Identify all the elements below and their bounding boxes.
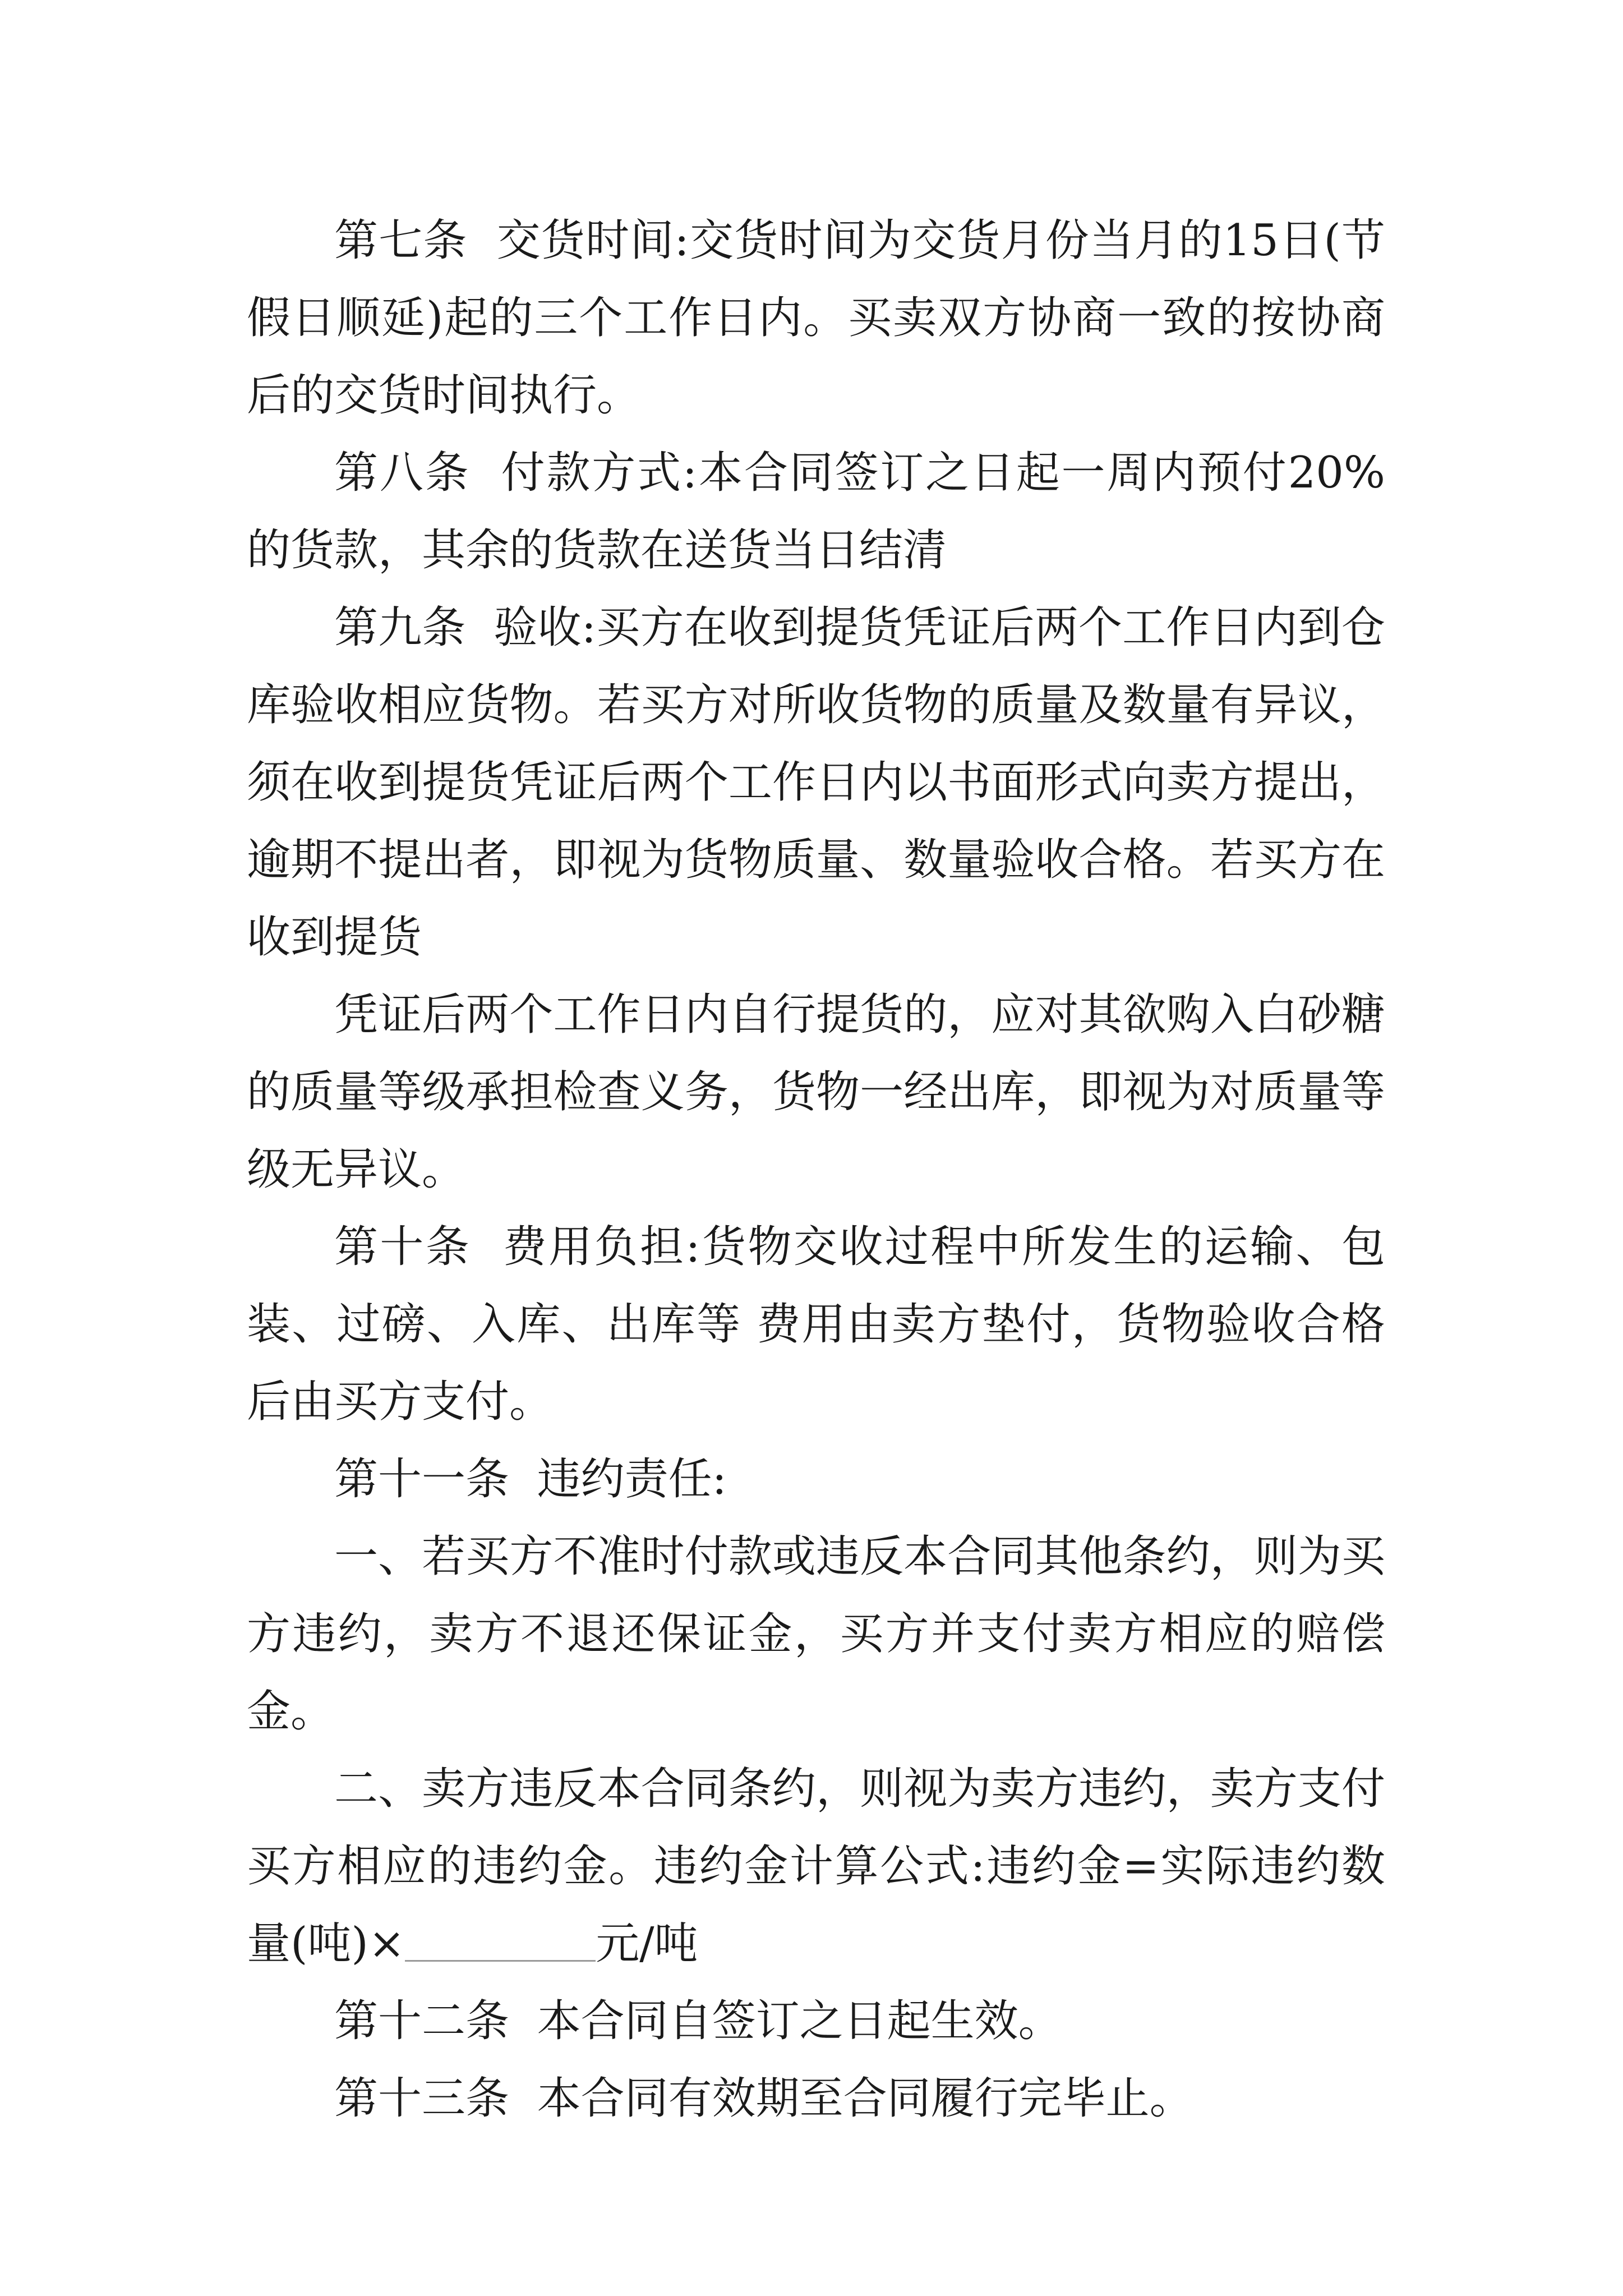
paragraph-article-10: 第十条 费用负担:货物交收过程中所发生的运输、包装、过磅、入库、出库等 费用由卖方垫付，货物验收合格后由买方支付。 [247, 1222, 1385, 1427]
paragraph-article-13: 第十三条 本合同有效期至合同履行完毕止。 [334, 2073, 1193, 2124]
contract-body [247, 202, 1385, 2137]
paragraph-article-12: 第十二条 本合同自签订之日起生效。 [334, 1996, 1062, 2046]
penalty-formula-text: 二、卖方违反本合同条约，则视为卖方违约，卖方支付买方相应的违约金。违约金计算公式:违约金=实际违约数量(吨)× [247, 1764, 1385, 1969]
paragraph-article-11-item-1: 一、若买方不准时付款或违反本合同其他条约，则为买方违约，卖方不退还保证金，买方并支付卖方相应的赔偿金。 [247, 1531, 1385, 1737]
unit-suffix: 元/吨 [596, 1918, 698, 1969]
paragraph-article-8: 第八条 付款方式:本合同签订之日起一周内预付20%的货款，其余的货款在送货当日结清 [247, 448, 1385, 576]
paragraph-article-7: 第七条 交货时间:交货时间为交货月份当月的15日(节假日顺延)起的三个工作日内。买卖双方协商一致的按协商后的交货时间执行。 [247, 215, 1385, 421]
paragraph-article-11-item-2 [247, 1750, 1385, 1982]
paragraph-article-11: 第十一条 违约责任: [334, 1454, 727, 1504]
paragraph-article-9-continued: 凭证后两个工作日内自行提货的，应对其欲购入白砂糖的质量等级承担检查义务，货物一经出库，即视为对质量等级无异议。 [247, 990, 1385, 1195]
paragraph-article-9: 第九条 验收:买方在收到提货凭证后两个工作日内到仓库验收相应货物。若买方对所收货物的质量及数量有异议，须在收到提货凭证后两个工作日内以书面形式向卖方提出，逾期不提出者，即视为货物质量、数量验收合格。若买方在收到提货 [247, 602, 1385, 963]
fill-in-blank [405, 1921, 596, 1962]
